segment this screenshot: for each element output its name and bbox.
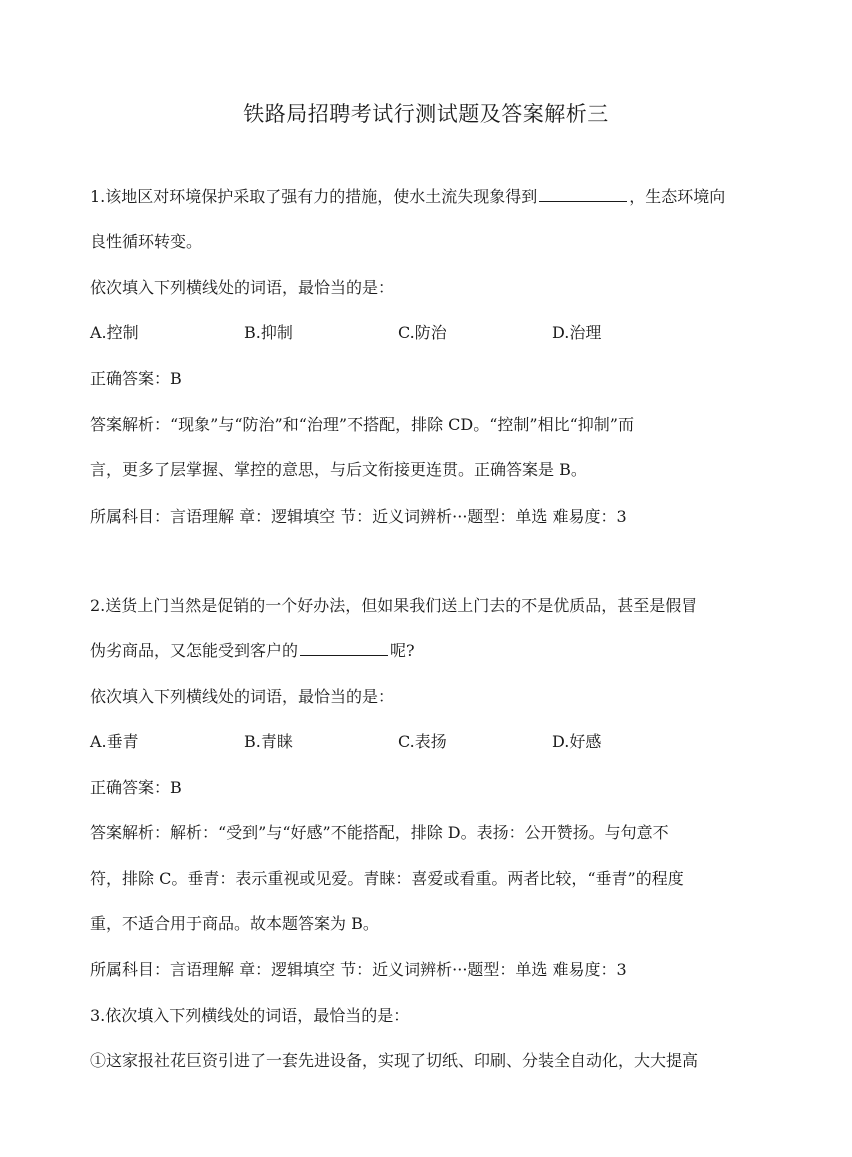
q1-meta: 所属科目：言语理解 章：逻辑填空 节：近义词辨析···题型：单选 难易度：3 bbox=[90, 507, 627, 526]
q1-stem-line-1 bbox=[90, 186, 725, 208]
q2-option-b: B.青睐 bbox=[244, 732, 293, 751]
q3-stem-line-1: 3.依次填入下列横线处的词语，最恰当的是： bbox=[90, 1006, 410, 1025]
q2-answer: 正确答案：B bbox=[90, 778, 182, 797]
q2-stem-line-1: 2.送货上门当然是促销的一个好办法，但如果我们送上门去的不是优质品，甚至是假冒 bbox=[90, 596, 698, 615]
q2-stem-text-post: 呢? bbox=[390, 641, 415, 660]
q1-blank bbox=[539, 187, 627, 202]
q1-stem-text-pre: 1.该地区对环境保护采取了强有力的措施，使水土流失现象得到 bbox=[90, 187, 538, 206]
q1-analysis-line-1: 答案解析：“现象”与“防治”和“治理”不搭配，排除 CD。“控制”相比“抑制”而 bbox=[90, 415, 634, 434]
page-title: 铁路局招聘考试行测试题及答案解析三 bbox=[243, 102, 609, 126]
q2-option-d: D.好感 bbox=[552, 732, 602, 751]
q1-option-a: A.控制 bbox=[90, 323, 139, 342]
q1-stem-text-post: ，生态环境向 bbox=[629, 187, 726, 206]
q2-meta: 所属科目：言语理解 章：逻辑填空 节：近义词辨析···题型：单选 难易度：3 bbox=[90, 960, 627, 979]
q1-option-d: D.治理 bbox=[552, 323, 602, 342]
q1-answer: 正确答案：B bbox=[90, 369, 182, 388]
q2-blank bbox=[300, 641, 388, 656]
q2-option-a: A.垂青 bbox=[90, 732, 139, 751]
q1-stem-line-2: 良性循环转变。 bbox=[90, 232, 203, 251]
q2-instruction: 依次填入下列横线处的词语，最恰当的是： bbox=[90, 687, 395, 706]
q1-option-b: B.抑制 bbox=[244, 323, 293, 342]
q2-analysis-line-3: 重，不适合用于商品。故本题答案为 B。 bbox=[90, 914, 379, 933]
q2-stem-text-pre: 伪劣商品，又怎能受到客户的 bbox=[90, 641, 299, 660]
q2-analysis-line-2: 符，排除 C。垂青：表示重视或见爱。青睐：喜爱或看重。两者比较，“垂青”的程度 bbox=[90, 869, 684, 888]
q1-option-c: C.防治 bbox=[398, 323, 447, 342]
q2-stem-line-2 bbox=[90, 640, 415, 662]
q2-option-c: C.表扬 bbox=[398, 732, 447, 751]
q1-analysis-line-2: 言，更多了层掌握、掌控的意思，与后文衔接更连贯。正确答案是 B。 bbox=[90, 460, 587, 479]
q1-instruction: 依次填入下列横线处的词语，最恰当的是： bbox=[90, 278, 395, 297]
q3-stem-line-2: ①这家报社花巨资引进了一套先进设备，实现了切纸、印刷、分装全自动化，大大提高 bbox=[90, 1051, 699, 1070]
q2-analysis-line-1: 答案解析：解析：“受到”与“好感”不能搭配，排除 D。表扬：公开赞扬。与句意不 bbox=[90, 823, 669, 842]
